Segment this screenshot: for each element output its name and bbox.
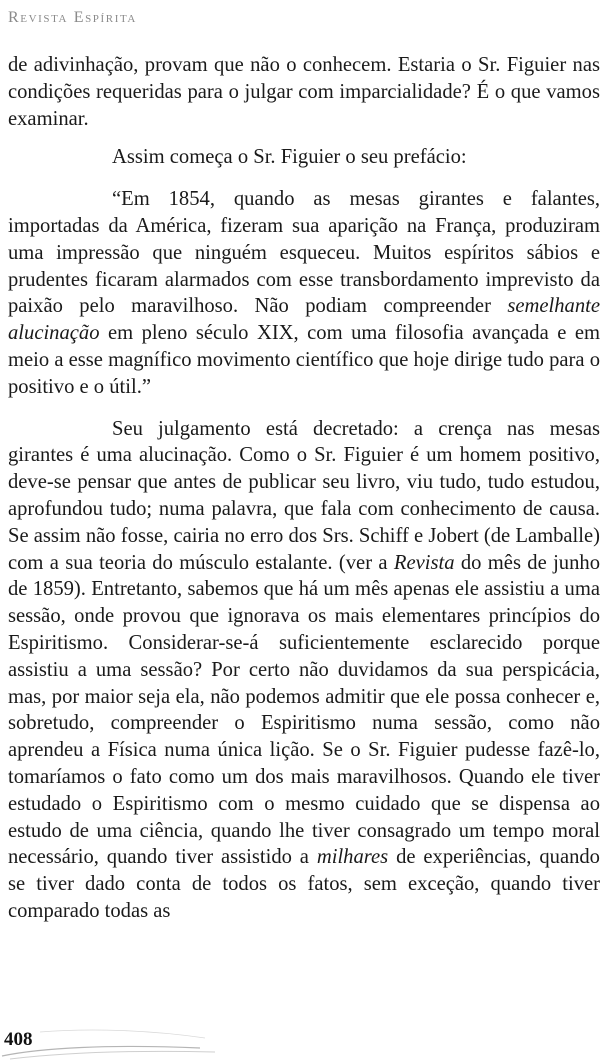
main-emphasis-revista: Revista bbox=[393, 551, 455, 574]
page-number: 408 bbox=[4, 1029, 33, 1050]
paragraph-preface-intro: Assim começa o Sr. Figuier o seu prefácio: bbox=[112, 146, 467, 169]
main-text-b: do mês de junho de 1859). Entretanto, sabemos que há um mês apenas ele assistiu a uma sessão, onde provou que ignorava os mais elementares princípios do Espiritismo. Considerar-se-á suficientemente esclarecido porque assistiu a uma sessão? Por certo não duvidamos da sua perspicácia, mas, por maior seja ela, não podemos admitir que ele possa conhecer e, sobretudo, compreender o Espiritismo numa sessão, como não aprendeu a Física numa única lição. Se o Sr. Figuier pudesse fazê-lo, tomaríamos o fato como um dos mais maravilhosos. Quando ele tiver estudado o Espiritismo com o mesmo cuidado que se dispensa ao estudo de uma ciência, quando lhe tiver consagrado um tempo moral necessário, quando tiver assistido a bbox=[8, 551, 600, 869]
quote-text-a: “Em 1854, quando as mesas girantes e falantes, importadas da América, fizeram sua aparição na França, produziram uma impressão que ninguém esqueceu. Muitos espíritos sábios e prudentes ficaram alarmados com esse transbordamento imprevisto da paixão pelo maravilhoso. Não podiam compreender bbox=[8, 188, 600, 318]
quote-text-b: em pleno século XIX, com uma filosofia avançada e em meio a esse magnífico movimento científico que hoje dirige tudo para o positivo e o útil.” bbox=[8, 322, 600, 398]
page-body bbox=[8, 52, 600, 925]
quotation-paragraph bbox=[8, 186, 600, 400]
footer-flourish-ornament bbox=[0, 1026, 240, 1063]
running-header: Revista Espírita bbox=[8, 9, 137, 26]
main-emphasis-milhares: milhares bbox=[316, 846, 389, 869]
main-text-a: Seu julgamento está decretado: a crença nas mesas girantes é uma alucinação. Como o Sr. Figuier é um homem positivo, deve-se pensar que antes de publicar seu livro, viu tudo, tudo estudou, aprofundou tudo; numa palavra, que fala com conhecimento de causa. Se assim não fosse, cairia no erro dos Srs. Schiff e Jobert (de Lamballe) com a sua teoria do músculo estalante. (ver a bbox=[8, 417, 600, 574]
main-text-c: de experiências, quando se tiver dado conta de todos os fatos, sem exceção, quando tiver comparado todas as bbox=[8, 846, 600, 922]
paragraph-main bbox=[8, 416, 600, 925]
paragraph-intro: de adivinhação, provam que não o conhecem. Estaria o Sr. Figuier nas condições requeridas para o julgar com imparcialidade? É o que vamos examinar. bbox=[8, 54, 600, 130]
page-footer bbox=[0, 1026, 607, 1063]
quote-emphasis: semelhante alucinação bbox=[8, 295, 600, 345]
